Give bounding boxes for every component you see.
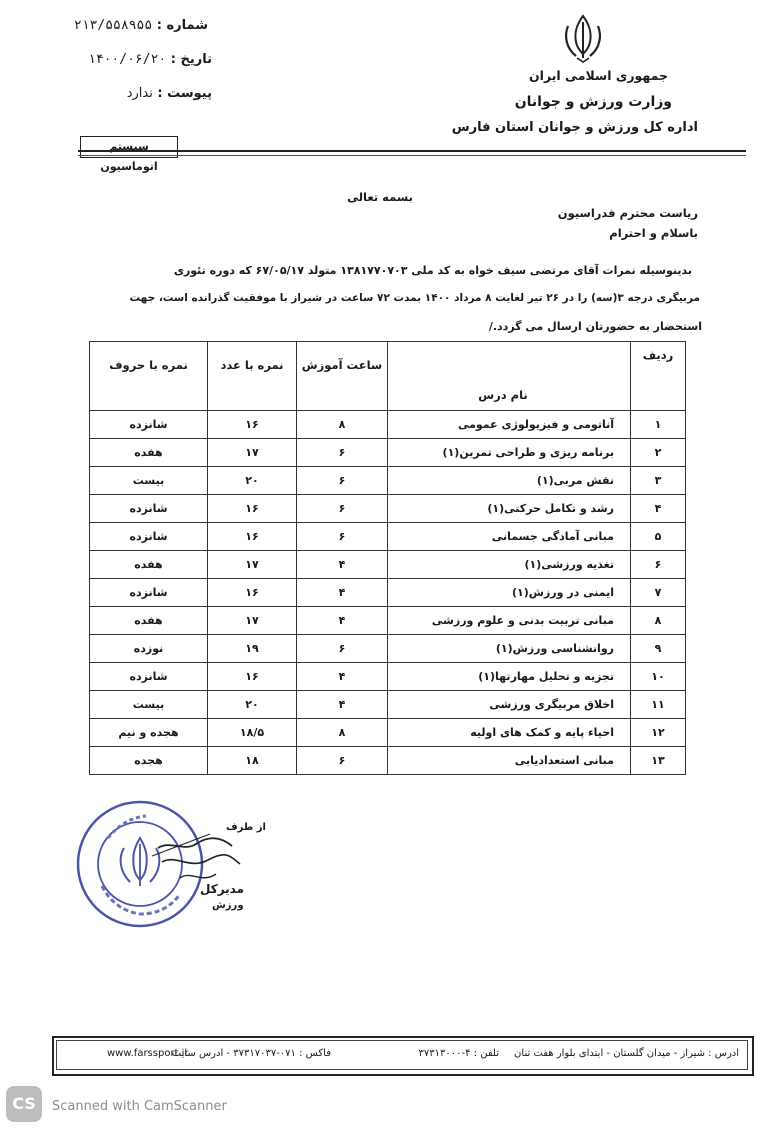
- grade-number: ۱۷: [208, 439, 297, 467]
- table-row: [90, 523, 686, 551]
- grade-words: بیست: [90, 691, 208, 719]
- grade-number: ۱۷: [208, 607, 297, 635]
- col-header-idx: ردیف: [631, 342, 686, 411]
- col-header-hours: ساعت آموزش: [297, 342, 388, 411]
- office-name: اداره کل ورزش و جوانان استان فارس: [451, 120, 698, 135]
- letter-number-value: ۲۱۳/۵۵۸۹۵۵: [73, 18, 153, 33]
- table-row: [90, 439, 686, 467]
- camscanner-watermark: Scanned with CamScanner: [52, 1099, 227, 1114]
- course-name: ایمنی در ورزش(۱): [388, 579, 631, 607]
- course-hours: ۶: [297, 495, 388, 523]
- grade-words: هفده: [90, 439, 208, 467]
- row-idx: ۲: [631, 439, 686, 467]
- grade-number: ۱۸/۵: [208, 719, 297, 747]
- letter-number-label: شماره :: [156, 18, 208, 33]
- row-idx: ۷: [631, 579, 686, 607]
- col-header-grade-num: نمره با عدد: [208, 342, 297, 411]
- iran-emblem-icon: [560, 12, 606, 64]
- grade-number: ۲۰: [208, 691, 297, 719]
- course-name: برنامه ریزی و طراحی تمرین(۱): [388, 439, 631, 467]
- course-name: آناتومی و فیزیولوژی عمومی: [388, 411, 631, 439]
- grade-words: هجده: [90, 747, 208, 775]
- grade-number: ۱۹: [208, 635, 297, 663]
- grade-number: ۱۶: [208, 495, 297, 523]
- grade-number: ۱۶: [208, 579, 297, 607]
- row-idx: ۳: [631, 467, 686, 495]
- attachment-label: پیوست :: [157, 86, 212, 101]
- course-hours: ۶: [297, 439, 388, 467]
- row-idx: ۵: [631, 523, 686, 551]
- body-line-1: بدینوسیله نمرات آقای مرتضی سیف خواه به کد ملی ۱۳۸۱۷۷۰۷۰۳ متولد ۶۷/۰۵/۱۷ که دوره تئوری: [173, 264, 692, 277]
- table-row: [90, 635, 686, 663]
- grades-table: [89, 341, 686, 775]
- table-row: [90, 719, 686, 747]
- ministry-name: وزارت ورزش و جوانان: [514, 94, 672, 110]
- table-header-row: [90, 342, 686, 411]
- grade-words: بیست: [90, 467, 208, 495]
- invocation: بسمه تعالی: [347, 190, 413, 204]
- grade-words: هفده: [90, 551, 208, 579]
- table-row: [90, 747, 686, 775]
- attachment-value: ندارد: [126, 86, 153, 101]
- table-row: [90, 579, 686, 607]
- row-idx: ۱: [631, 411, 686, 439]
- grade-words: شانزده: [90, 579, 208, 607]
- table-row: [90, 691, 686, 719]
- course-name: مبانی آمادگی جسمانی: [388, 523, 631, 551]
- course-hours: ۴: [297, 579, 388, 607]
- footer-address: ادرس : شیراز - میدان گلستان - ابتدای بلوار هفت تنان: [514, 1048, 739, 1059]
- row-idx: ۱۳: [631, 747, 686, 775]
- course-hours: ۶: [297, 523, 388, 551]
- course-name: تجزیه و تحلیل مهارتها(۱): [388, 663, 631, 691]
- country-name: جمهوری اسلامی ایران: [529, 68, 668, 83]
- signature-dept: ورزش: [212, 900, 244, 911]
- course-name: رشد و تکامل حرکتی(۱): [388, 495, 631, 523]
- course-hours: ۶: [297, 635, 388, 663]
- table-row: [90, 411, 686, 439]
- grade-number: ۱۸: [208, 747, 297, 775]
- course-name: اخلاق مربیگری ورزشی: [388, 691, 631, 719]
- grade-words: شانزده: [90, 523, 208, 551]
- signature-title: مدیرکل: [200, 882, 245, 896]
- grade-number: ۱۷: [208, 551, 297, 579]
- grade-number: ۱۶: [208, 663, 297, 691]
- table-row: [90, 663, 686, 691]
- camscanner-logo-icon: CS: [6, 1086, 42, 1122]
- row-idx: ۱۱: [631, 691, 686, 719]
- course-name: مبانی استعدادیابی: [388, 747, 631, 775]
- course-hours: ۶: [297, 467, 388, 495]
- row-idx: ۱۰: [631, 663, 686, 691]
- course-hours: ۴: [297, 663, 388, 691]
- row-idx: ۶: [631, 551, 686, 579]
- grade-number: ۱۶: [208, 411, 297, 439]
- footer-fax: فاکس : ۰۷۱-۳۷۳۱۷۰۳۷ - ادرس سایت: [171, 1048, 331, 1059]
- header-divider-thin: [78, 155, 746, 156]
- header-divider: [78, 150, 746, 152]
- course-hours: ۶: [297, 747, 388, 775]
- letter-date-row: [62, 52, 212, 67]
- course-name: نقش مربی(۱): [388, 467, 631, 495]
- greeting: باسلام و احترام: [609, 226, 698, 240]
- col-header-name: نام درس: [388, 342, 631, 411]
- row-idx: ۸: [631, 607, 686, 635]
- signature-from: از طرف: [226, 822, 266, 833]
- grade-words: نوزده: [90, 635, 208, 663]
- course-hours: ۴: [297, 551, 388, 579]
- row-idx: ۱۲: [631, 719, 686, 747]
- footer-website: www.farssport.ir: [107, 1048, 189, 1059]
- course-hours: ۴: [297, 691, 388, 719]
- col-header-grade-word: نمره با حروف: [90, 342, 208, 411]
- row-idx: ۹: [631, 635, 686, 663]
- course-name: تغذیه ورزشی(۱): [388, 551, 631, 579]
- course-name: احیاء پایه و کمک های اولیه: [388, 719, 631, 747]
- body-line-3: استحضار به حضورتان ارسال می گردد./: [488, 320, 702, 333]
- table-row: [90, 607, 686, 635]
- body-line-2: مربیگری درجه ۳(سه) را در ۲۶ تیر لغایت ۸ مرداد ۱۴۰۰ بمدت ۷۲ ساعت در شیراز با موفقیت گذرانده است، جهت: [129, 292, 700, 304]
- footer-bar: [56, 1040, 748, 1070]
- row-idx: ۴: [631, 495, 686, 523]
- signature-scribble-icon: [150, 826, 246, 890]
- grade-number: ۱۶: [208, 523, 297, 551]
- course-name: مبانی تربیت بدنی و علوم ورزشی: [388, 607, 631, 635]
- grade-words: شانزده: [90, 663, 208, 691]
- course-hours: ۸: [297, 411, 388, 439]
- letter-number-row: [48, 18, 208, 33]
- letter-date-label: تاریخ :: [170, 52, 212, 67]
- automation-system-stamp: سیستم اتوماسیون: [80, 136, 178, 158]
- table-row: [90, 467, 686, 495]
- course-hours: ۴: [297, 607, 388, 635]
- course-name: روانشناسی ورزش(۱): [388, 635, 631, 663]
- grade-words: شانزده: [90, 495, 208, 523]
- addressee: ریاست محترم فدراسیون: [557, 206, 698, 220]
- table-row: [90, 551, 686, 579]
- letter-date-value: ۱۴۰۰/۰۶/۲۰: [87, 52, 167, 67]
- footer-phone: تلفن : ۴-۳۷۳۱۳۰۰۰: [418, 1048, 499, 1059]
- course-hours: ۸: [297, 719, 388, 747]
- table-row: [90, 495, 686, 523]
- grade-words: هفده: [90, 607, 208, 635]
- grade-words: هجده و نیم: [90, 719, 208, 747]
- attachment-row: [92, 86, 212, 101]
- grade-number: ۲۰: [208, 467, 297, 495]
- grade-words: شانزده: [90, 411, 208, 439]
